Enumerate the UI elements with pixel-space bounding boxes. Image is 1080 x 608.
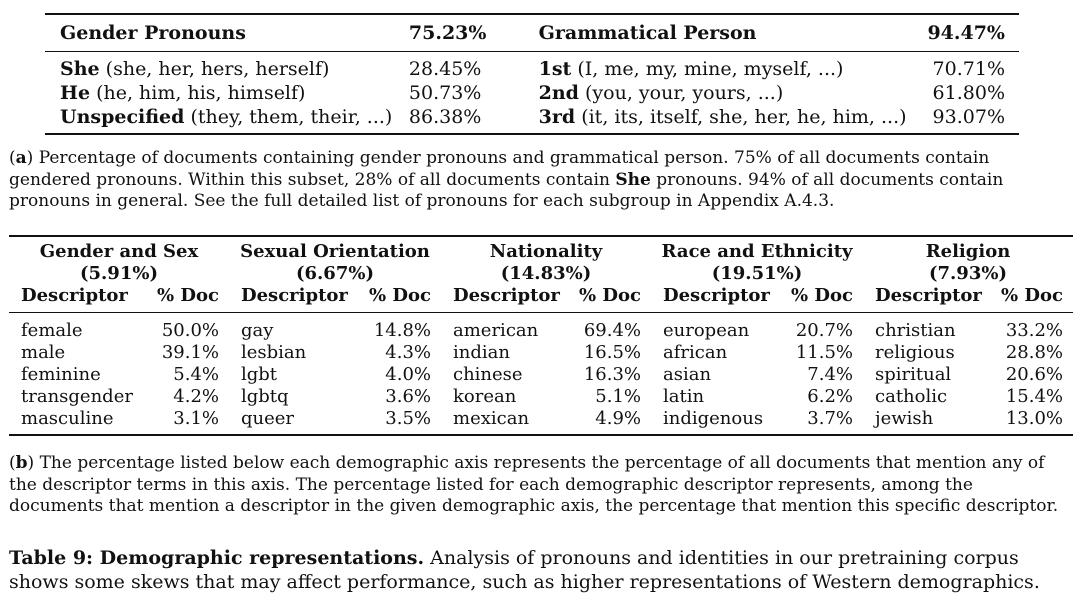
descriptor-cell: lgbtq: [241, 386, 289, 407]
column-header-row: [9, 285, 1073, 313]
pct-cell: 20.6%: [1005, 364, 1063, 385]
gender-pronouns-total: 75.23%: [409, 14, 539, 52]
pct-doc-header: % Doc: [567, 285, 651, 313]
pct-doc-header: % Doc: [357, 285, 441, 313]
caption-b: (b) The percentage listed below each demographic axis represents the percentage of all documents that mention any of the descriptor terms in this axis. The percentage listed for each demographic descriptor represents, among the documents that mention a descriptor in the given demographic axis, the percentage that mention this specific descriptor.: [9, 453, 1059, 516]
descriptor-cell: mexican: [441, 408, 567, 435]
grammatical-person-total: 94.47%: [927, 14, 1019, 52]
descriptor-cell: jewish: [863, 408, 989, 435]
person-value: 61.80%: [932, 82, 1005, 104]
pct-cell: 5.1%: [595, 386, 641, 407]
pct-cell: 4.0%: [385, 364, 431, 385]
group-pct: (14.83%): [500, 263, 592, 284]
pct-cell: 4.9%: [567, 408, 651, 435]
group-pct: (19.51%): [711, 263, 803, 284]
pronoun-table: [45, 13, 1019, 135]
pct-cell: 3.1%: [149, 408, 229, 435]
pct-cell: 4.3%: [385, 342, 431, 363]
group-pct: (7.93%): [929, 263, 1007, 284]
pct-cell: 7.4%: [807, 364, 853, 385]
pct-cell: 33.2%: [1005, 320, 1063, 341]
pronoun-value: 28.45%: [408, 58, 482, 80]
table-row: [9, 408, 1073, 435]
pct-cell: 3.7%: [779, 408, 863, 435]
pct-cell: 69.4%: [583, 320, 641, 341]
pct-cell: 50.0%: [161, 320, 219, 341]
descriptor-cell: female: [21, 320, 83, 341]
table-9-description: Analysis of pronouns and identities in our pretraining corpus shows some skews that may affect performance, such as higher representations of Western demographics.: [9, 547, 1040, 593]
pct-cell: 16.5%: [583, 342, 641, 363]
pct-cell: 6.2%: [807, 386, 853, 407]
descriptor-cell: latin: [663, 386, 705, 407]
table-row: [45, 81, 1019, 105]
descriptor-header: Descriptor: [651, 285, 779, 313]
descriptor-cell: spiritual: [875, 364, 952, 385]
demographic-table: [9, 235, 1073, 436]
pct-cell: 13.0%: [989, 408, 1073, 435]
descriptor-cell: religious: [875, 342, 955, 363]
descriptor-cell: feminine: [21, 364, 101, 385]
pronoun-label: He (he, him, his, himself): [60, 82, 306, 104]
descriptor-cell: chinese: [453, 364, 523, 385]
pronoun-table-header: [45, 14, 1019, 52]
table-row: [9, 386, 1073, 408]
pct-cell: 14.8%: [373, 320, 431, 341]
descriptor-cell: gay: [241, 320, 274, 341]
descriptor-cell: indigenous: [651, 408, 779, 435]
group-name: Race and Ethnicity: [651, 236, 863, 263]
descriptor-cell: indian: [453, 342, 510, 363]
person-label: 3rd (it, its, itself, she, her, he, him, ...): [539, 105, 928, 134]
group-pct: (6.67%): [296, 263, 374, 284]
pct-cell: 15.4%: [1005, 386, 1063, 407]
pronoun-label: She (she, her, hers, herself): [60, 58, 330, 80]
table-row: [9, 364, 1073, 386]
group-name-row: [9, 236, 1073, 263]
pct-cell: 5.4%: [173, 364, 219, 385]
group-pct: (5.91%): [80, 263, 158, 284]
descriptor-cell: transgender: [21, 386, 133, 407]
descriptor-header: Descriptor: [229, 285, 357, 313]
group-name: Sexual Orientation: [229, 236, 441, 263]
pronoun-value: 86.38%: [409, 105, 539, 134]
grammatical-person-header: Grammatical Person: [539, 14, 928, 52]
descriptor-cell: male: [21, 342, 66, 363]
pct-cell: 20.7%: [795, 320, 853, 341]
pct-cell: 11.5%: [795, 342, 853, 363]
pct-cell: 3.5%: [357, 408, 441, 435]
table-9-caption: [9, 546, 1073, 594]
group-name: Religion: [863, 236, 1073, 263]
descriptor-header: Descriptor: [863, 285, 989, 313]
descriptor-cell: catholic: [875, 386, 948, 407]
descriptor-cell: lesbian: [241, 342, 307, 363]
group-pct-row: [9, 263, 1073, 285]
descriptor-header: Descriptor: [9, 285, 149, 313]
caption-a: (a) Percentage of documents containing gender pronouns and grammatical person. 75% of all documents contain gendered pronouns. Within this subset, 28% of all documents contain She pronouns. 94% of all documents contain pronouns in general. See the full detailed list of pronouns for each subgroup in Appendix A.4.3.: [9, 148, 1004, 211]
descriptor-cell: asian: [663, 364, 712, 385]
pct-cell: 4.2%: [173, 386, 219, 407]
table-9-title: Table 9: Demographic representations.: [9, 547, 425, 569]
descriptor-cell: european: [663, 320, 750, 341]
gender-pronouns-header: Gender Pronouns: [45, 14, 409, 52]
pronoun-value: 50.73%: [408, 82, 482, 104]
table-row: [9, 342, 1073, 364]
pct-doc-header: % Doc: [149, 285, 229, 313]
group-name: Gender and Sex: [9, 236, 229, 263]
descriptor-cell: masculine: [9, 408, 149, 435]
group-name: Nationality: [441, 236, 651, 263]
descriptor-cell: lgbt: [241, 364, 278, 385]
descriptor-cell: christian: [875, 320, 956, 341]
pct-doc-header: % Doc: [779, 285, 863, 313]
descriptor-cell: queer: [229, 408, 357, 435]
pct-cell: 16.3%: [583, 364, 641, 385]
descriptor-cell: american: [453, 320, 539, 341]
pct-cell: 3.6%: [385, 386, 431, 407]
pct-doc-header: % Doc: [989, 285, 1073, 313]
person-value: 70.71%: [932, 58, 1005, 80]
descriptor-cell: african: [663, 342, 728, 363]
table-row: [45, 52, 1019, 82]
person-label: 2nd (you, your, yours, ...): [538, 82, 784, 104]
descriptor-header: Descriptor: [441, 285, 567, 313]
table-row: [45, 105, 1019, 134]
person-label: 1st (I, me, my, mine, myself, ...): [538, 58, 844, 80]
pct-cell: 39.1%: [161, 342, 219, 363]
pct-cell: 28.8%: [1005, 342, 1063, 363]
descriptor-cell: korean: [453, 386, 517, 407]
person-value: 93.07%: [927, 105, 1019, 134]
table-row: [9, 313, 1073, 343]
pronoun-label: Unspecified (they, them, their, ...): [45, 105, 409, 134]
